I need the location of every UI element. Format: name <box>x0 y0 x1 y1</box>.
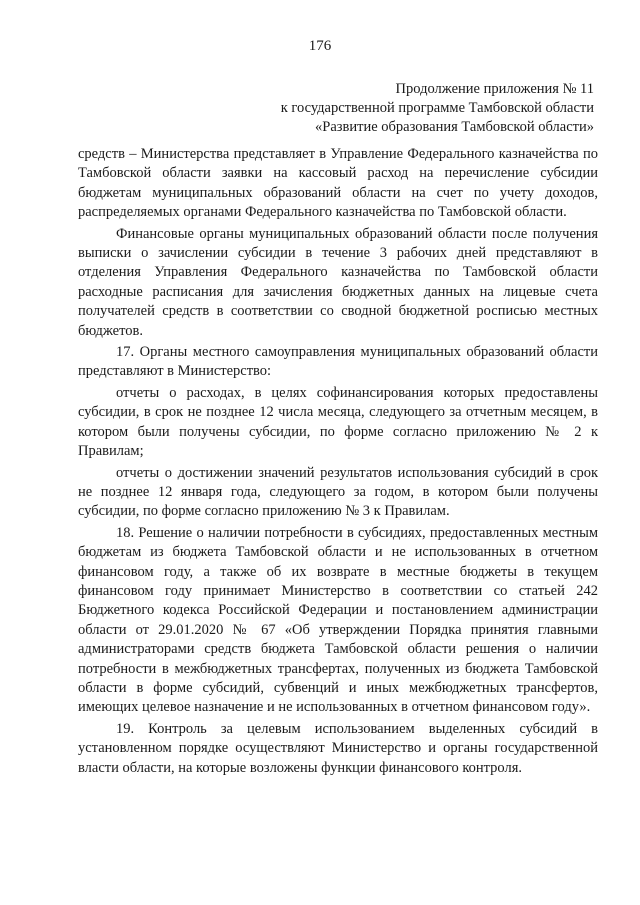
paragraph-clause-17: 17. Органы местного самоуправления муниципальных образований области представляют в Министерство: <box>78 344 598 380</box>
paragraph-clause-19: 19. Контроль за целевым использованием выделенных субсидий в установленном порядке осуществляют Министерство и органы государственной власти области, на которые возложены функции финансового контроля. <box>78 720 598 776</box>
document-body <box>78 145 598 778</box>
appendix-header <box>281 80 594 137</box>
paragraph-expense-reports: отчеты о расходах, в целях софинансирования которых предоставлены субсидии, в срок не позднее 12 числа месяца, следующего за отчетным месяцем, в котором были получены субсидии, по форме согласно приложению № 2 к Правилам; <box>78 384 598 460</box>
appendix-header-line-2: к государственной программе Тамбовской области <box>280 100 594 116</box>
paragraph-clause-18: 18. Решение о наличии потребности в субсидиях, предоставленных местным бюджетам из бюджета Тамбовской области и не использованных в отчетном финансовом году, а также об их возврате в местные бюджеты в текущем финансовом году принимает Министерство в соответствии со статьей 242 Бюджетного кодекса Российской Федерации и постановлением администрации области от 29.01.2020 № 67 «Об утверждении Порядка принятия главными администраторами средств бюджета Тамбовской области решения о наличии потребности в межбюджетных трансфертах, полученных из бюджета Тамбовской области в форме субсидий, субвенций и иных межбюджетных трансфертов, имеющих целевое назначение и не использованных в отчетном финансовом году». <box>78 524 598 716</box>
appendix-header-line-1: Продолжение приложения № 11 <box>395 81 594 97</box>
paragraph-results-reports: отчеты о достижении значений результатов использования субсидий в срок не позднее 12 января года, следующего за годом, в котором были получены субсидии, по форме согласно приложению № 3 к Правилам. <box>78 464 598 520</box>
page-number: 176 <box>308 38 332 54</box>
paragraph-financial-bodies: Финансовые органы муниципальных образований области после получения выписки о зачислении субсидии в течение 3 рабочих дней представляют в отделения Управления Федерального казначейства по Тамбовской области расходные расписания для зачисления бюджетных данных на лицевые счета получателей средств в соответствии со сводной бюджетной росписью местных бюджетов. <box>78 225 598 339</box>
appendix-header-line-3: «Развитие образования Тамбовской области» <box>315 119 594 135</box>
paragraph-continuation: средств – Министерства представляет в Управление Федерального казначейства по Тамбовской области заявки на кассовый расход на перечисление субсидии бюджетам муниципальных образований области на счет по учету доходов, распределяемых органами Федерального казначейства по Тамбовской области. <box>78 146 598 221</box>
